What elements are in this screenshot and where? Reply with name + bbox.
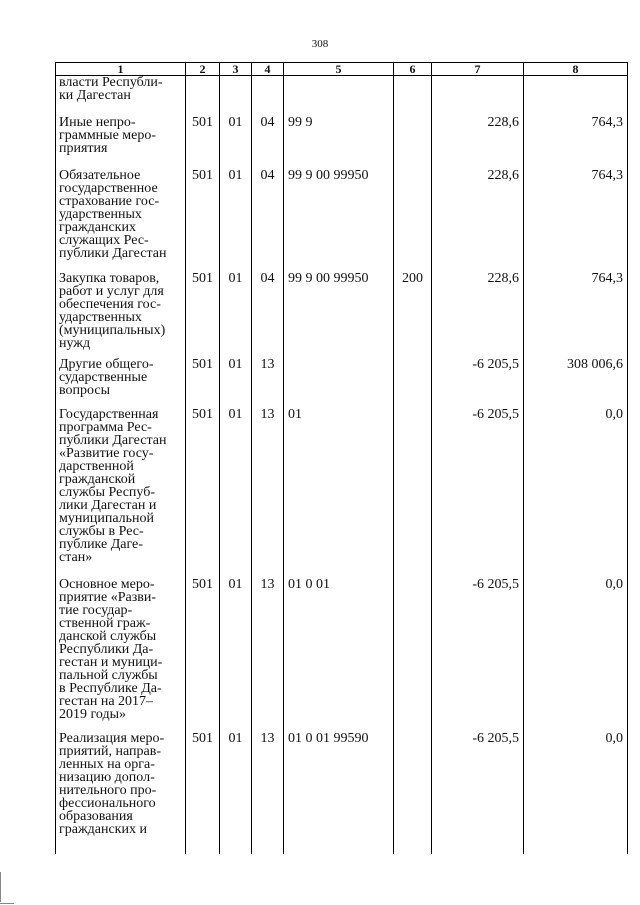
amount-change: 228,6 (432, 112, 524, 165)
row-name-line: службы в Рес- (59, 523, 144, 539)
row-name-line: гражданской (59, 471, 136, 487)
amount-change: 228,6 (432, 268, 524, 354)
row-name-line: приятий, направ- (59, 743, 162, 759)
row-name-line: лики Дагестан и (59, 497, 157, 513)
table-row (56, 268, 628, 354)
ministry-code: 501 (186, 574, 220, 728)
column-header: 8 (524, 63, 628, 76)
target-article-code: 01 0 01 99590 (284, 728, 394, 854)
row-name-line: Обязательное (59, 167, 141, 183)
row-name-line: Закупка товаров, (59, 270, 160, 286)
row-name-line: Другие общего- (59, 356, 154, 372)
subsection-code: 13 (252, 728, 284, 854)
table-row (56, 112, 628, 165)
row-name (56, 165, 186, 268)
row-name-line: низацию допол- (59, 769, 155, 785)
target-article-code: 01 (284, 404, 394, 574)
ministry-code: 501 (186, 404, 220, 574)
ministry-code (186, 76, 220, 112)
column-header: 2 (186, 63, 220, 76)
target-article-code (284, 354, 394, 404)
amount-total: 0,0 (524, 728, 628, 854)
row-name-line: образования (59, 808, 133, 824)
column-header: 5 (284, 63, 394, 76)
amount-total: 308 006,6 (524, 354, 628, 404)
target-article-code (284, 76, 394, 112)
amount-change: -6 205,5 (432, 354, 524, 404)
row-name-line: «Развитие госу- (59, 445, 154, 461)
row-name-line: Иные непро- (59, 114, 136, 130)
row-name-line: работ и услуг для (59, 283, 164, 299)
amount-change: 228,6 (432, 165, 524, 268)
row-name-line: Реализация меро- (59, 730, 165, 746)
row-name-line: ленных на орга- (59, 756, 155, 772)
table-row (56, 728, 628, 854)
amount-total (524, 76, 628, 112)
ministry-code: 501 (186, 728, 220, 854)
row-name-line: пальной службы (59, 667, 158, 683)
section-code (220, 76, 252, 112)
expense-type-code (394, 112, 432, 165)
row-name-line: ударственных (59, 309, 142, 325)
ministry-code: 501 (186, 112, 220, 165)
expense-type-code (394, 728, 432, 854)
scan-margin-mark (0, 903, 14, 904)
row-name-line: служащих Рес- (59, 232, 149, 248)
row-name-line: обеспечения гос- (59, 296, 161, 312)
section-code: 01 (220, 728, 252, 854)
ministry-code: 501 (186, 268, 220, 354)
ministry-code: 501 (186, 165, 220, 268)
row-name-line: страхование гос- (59, 193, 160, 209)
row-name (56, 76, 186, 112)
subsection-code (252, 76, 284, 112)
subsection-code: 04 (252, 165, 284, 268)
column-header: 4 (252, 63, 284, 76)
section-code: 01 (220, 404, 252, 574)
target-article-code: 99 9 (284, 112, 394, 165)
row-name-line: Основное меро- (59, 576, 155, 592)
row-name (56, 574, 186, 728)
row-name-line: ственной граж- (59, 615, 151, 631)
row-name (56, 404, 186, 574)
row-name-line: публики Дагестан (59, 245, 167, 261)
row-name-line: стан» (59, 549, 93, 565)
table-body (56, 76, 628, 854)
row-name-line: программа Рес- (59, 419, 152, 435)
table-row (56, 574, 628, 728)
subsection-code: 13 (252, 404, 284, 574)
subsection-code: 04 (252, 268, 284, 354)
row-name-line: власти Республи- (59, 75, 163, 90)
amount-total: 764,3 (524, 165, 628, 268)
expense-type-code (394, 574, 432, 728)
column-header: 3 (220, 63, 252, 76)
amount-change: -6 205,5 (432, 574, 524, 728)
row-name-line: гражданских (59, 219, 136, 235)
row-name-line: вопросы (59, 382, 110, 398)
row-name-line: приятия (59, 140, 108, 156)
row-name-line: сударственные (59, 369, 148, 385)
column-header: 6 (394, 63, 432, 76)
budget-table (55, 62, 628, 854)
expense-type-code (394, 404, 432, 574)
amount-total: 0,0 (524, 404, 628, 574)
row-name-line: гражданских и (59, 821, 147, 837)
section-code: 01 (220, 268, 252, 354)
expense-type-code: 200 (394, 268, 432, 354)
row-name-line: нительного про- (59, 782, 157, 798)
target-article-code: 99 9 00 99950 (284, 165, 394, 268)
row-name-line: 2019 годы» (59, 706, 127, 722)
row-name-line: муниципальной (59, 510, 155, 526)
row-name (56, 268, 186, 354)
ministry-code: 501 (186, 354, 220, 404)
row-name-line: гестан и муници- (59, 654, 163, 670)
row-name-line: публике Даге- (59, 536, 143, 552)
amount-total: 764,3 (524, 112, 628, 165)
table-row (56, 354, 628, 404)
row-name-line: (муниципальных) (59, 322, 166, 338)
row-name-line: тие государ- (59, 602, 133, 618)
amount-total: 0,0 (524, 574, 628, 728)
amount-change (432, 76, 524, 112)
column-header: 7 (432, 63, 524, 76)
subsection-code: 04 (252, 112, 284, 165)
section-code: 01 (220, 354, 252, 404)
target-article-code: 01 0 01 (284, 574, 394, 728)
row-name-line: Государственная (59, 406, 159, 422)
row-name-line: Республики Да- (59, 641, 154, 657)
row-name-line: приятие «Разви- (59, 589, 157, 605)
page-number: 308 (311, 38, 329, 50)
row-name-line: ударственных (59, 206, 142, 222)
subsection-code: 13 (252, 354, 284, 404)
row-name-line: ки Дагестан (59, 88, 131, 103)
amount-change: -6 205,5 (432, 404, 524, 574)
section-code: 01 (220, 574, 252, 728)
expense-type-code (394, 354, 432, 404)
row-name-line: граммные меро- (59, 127, 157, 143)
expense-type-code (394, 165, 432, 268)
scan-margin-mark (0, 872, 1, 902)
column-header: 1 (56, 63, 186, 76)
row-name-line: данской службы (59, 628, 157, 644)
column-number-row (56, 63, 628, 76)
row-name (56, 112, 186, 165)
row-name-line: службы Респуб- (59, 484, 156, 500)
section-code: 01 (220, 165, 252, 268)
row-name-line: гестан на 2017– (59, 693, 154, 709)
row-name-line: фессионального (59, 795, 156, 811)
amount-total: 764,3 (524, 268, 628, 354)
row-name-line: нужд (59, 335, 91, 351)
expense-type-code (394, 76, 432, 112)
subsection-code: 13 (252, 574, 284, 728)
target-article-code: 99 9 00 99950 (284, 268, 394, 354)
row-name-line: публики Дагестан (59, 432, 167, 448)
table-row (56, 404, 628, 574)
table-row (56, 76, 628, 112)
row-name (56, 354, 186, 404)
amount-change: -6 205,5 (432, 728, 524, 854)
table-row (56, 165, 628, 268)
row-name (56, 728, 186, 854)
row-name-line: государственное (59, 180, 158, 196)
row-name-line: в Республике Да- (59, 680, 162, 696)
row-name-line: дарственной (59, 458, 134, 474)
section-code: 01 (220, 112, 252, 165)
